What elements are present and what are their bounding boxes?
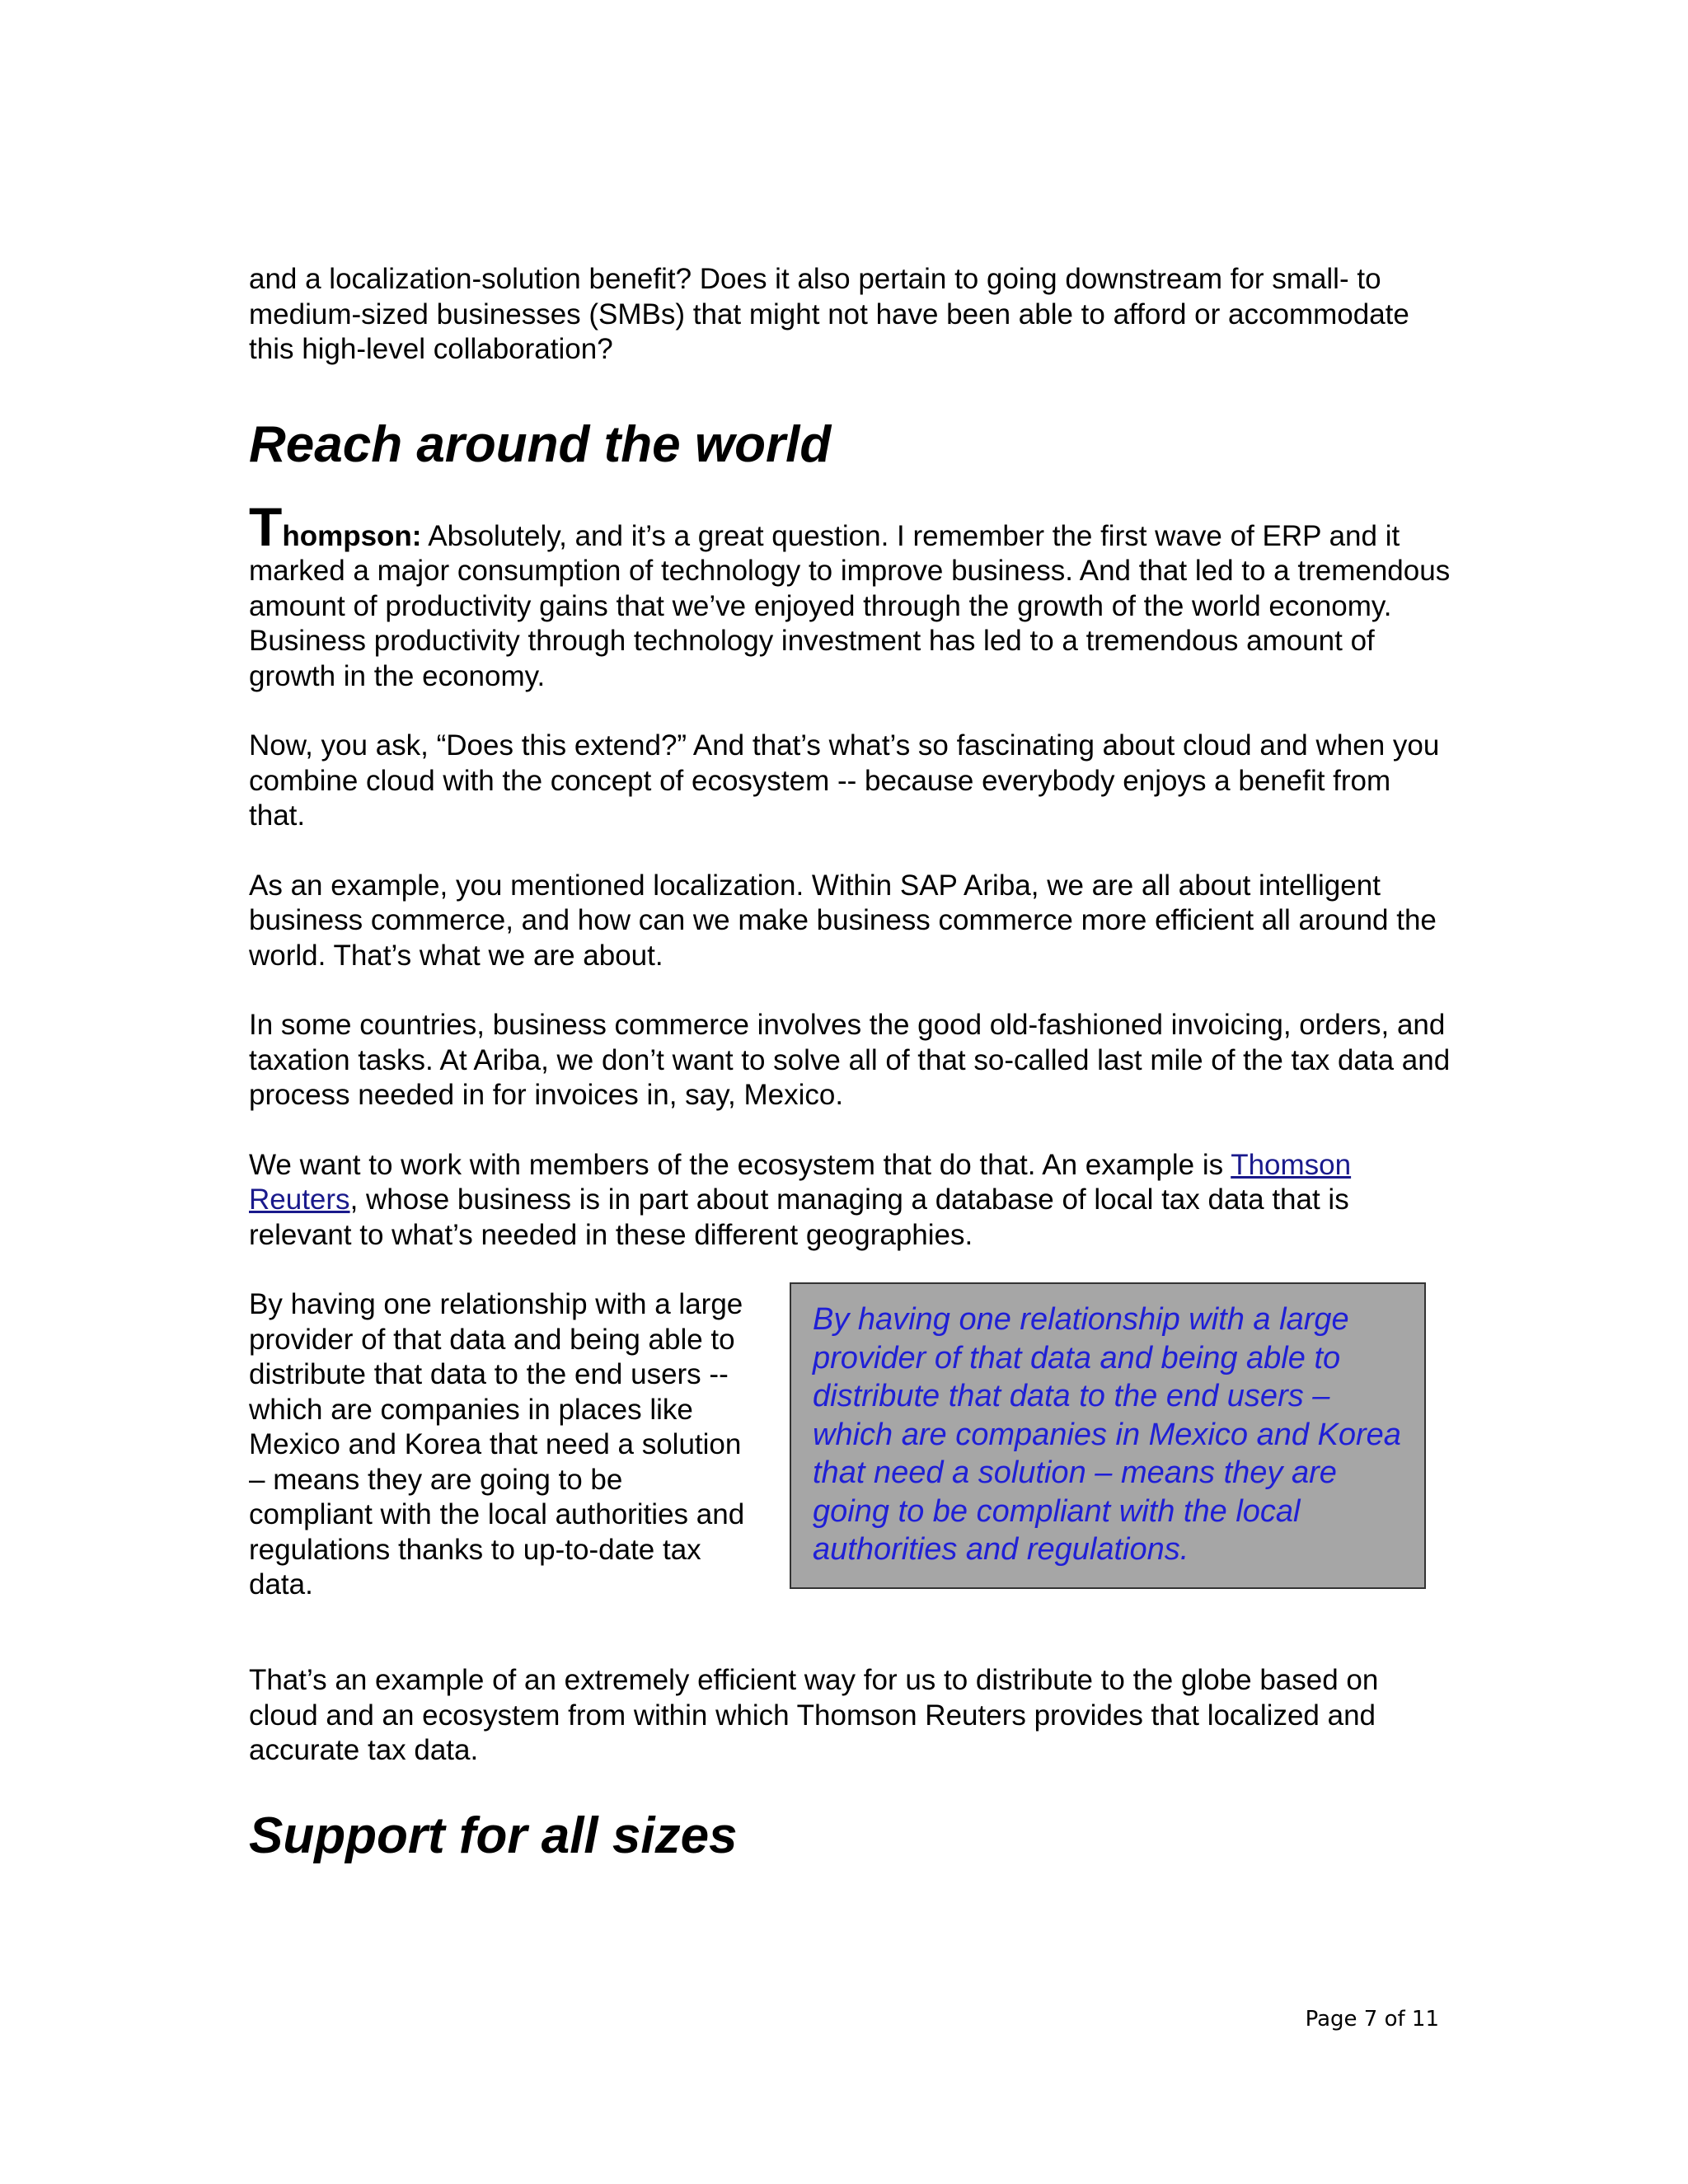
body-paragraph-efficient: That’s an example of an extremely efficient way for us to distribute to the globe based on cloud and an ecosystem from within which Thomson Reuters provides that localized and accurate tax data.	[249, 1664, 1379, 1766]
ecosystem-text-after: , whose business is in part about managing a database of local tax data that is relevant to what’s needed in these different geographies.	[249, 1183, 1349, 1251]
body-paragraph-relationship: By having one relationship with a large provider of that data and being able to distribute that data to the end users -- which are companies in places like Mexico and Korea that need a solution – means they are going to be compliant with the local authorities and regulations thanks to up-to-date tax data.	[249, 1288, 745, 1601]
body-paragraph-countries: In some countries, business commerce involves the good old-fashioned invoicing, orders, and taxation tasks. At Ariba, we don’t want to solve all of that so-called last mile of the tax data and process needed in for invoices in, say, Mexico.	[249, 1009, 1451, 1111]
section-heading-support: Support for all sizes	[249, 1807, 738, 1864]
thomson-reuters-link[interactable]: Thomson Reuters	[249, 1148, 1352, 1216]
body-paragraph-localization: As an example, you mentioned localization. Within SAP Ariba, we are all about intelligent business commerce, and how can we make business commerce more efficient all around the world. That’s what we are about.	[249, 869, 1437, 972]
ecosystem-text-before: We want to work with members of the ecosystem that do that. An example is	[249, 1148, 1231, 1181]
document-page	[249, 262, 1452, 1869]
body-paragraph-extend: Now, you ask, “Does this extend?” And that’s what’s so fascinating about cloud and when you combine cloud with the concept of ecosystem -- because everybody enjoys a benefit from that.	[249, 729, 1440, 832]
intro-paragraph: and a localization-solution benefit? Does it also pertain to going downstream for small- to medium-sized businesses (SMBs) that might not have been able to afford or accommodate this high-level collaboration?	[249, 263, 1409, 365]
drop-cap: T	[249, 495, 283, 557]
pull-quote-box: By having one relationship with a large provider of that data and being able to distribute that data to the end users – which are companies in Mexico and Korea that need a solution – means they are going to be compliant with the local authorities and regulations.	[790, 1282, 1426, 1589]
section-heading-reach: Reach around the world	[249, 415, 832, 473]
body-paragraph-ecosystem	[249, 1148, 1452, 1254]
answer-text: Absolutely, and it’s a great question. I remember the first wave of ERP and it marked a major consumption of technology to improve business. And that led to a tremendous amount of productivity gains that we’ve enjoyed through the growth of the world economy. Business productivity through technology investment has led to a tremendous amount of growth in the economy.	[249, 519, 1451, 692]
speaker-name: hompson:	[282, 519, 422, 552]
thompson-answer-paragraph	[249, 495, 1452, 695]
quote-section	[249, 1287, 1452, 1629]
page-number-footer: Page 7 of 11	[1305, 2007, 1439, 2032]
